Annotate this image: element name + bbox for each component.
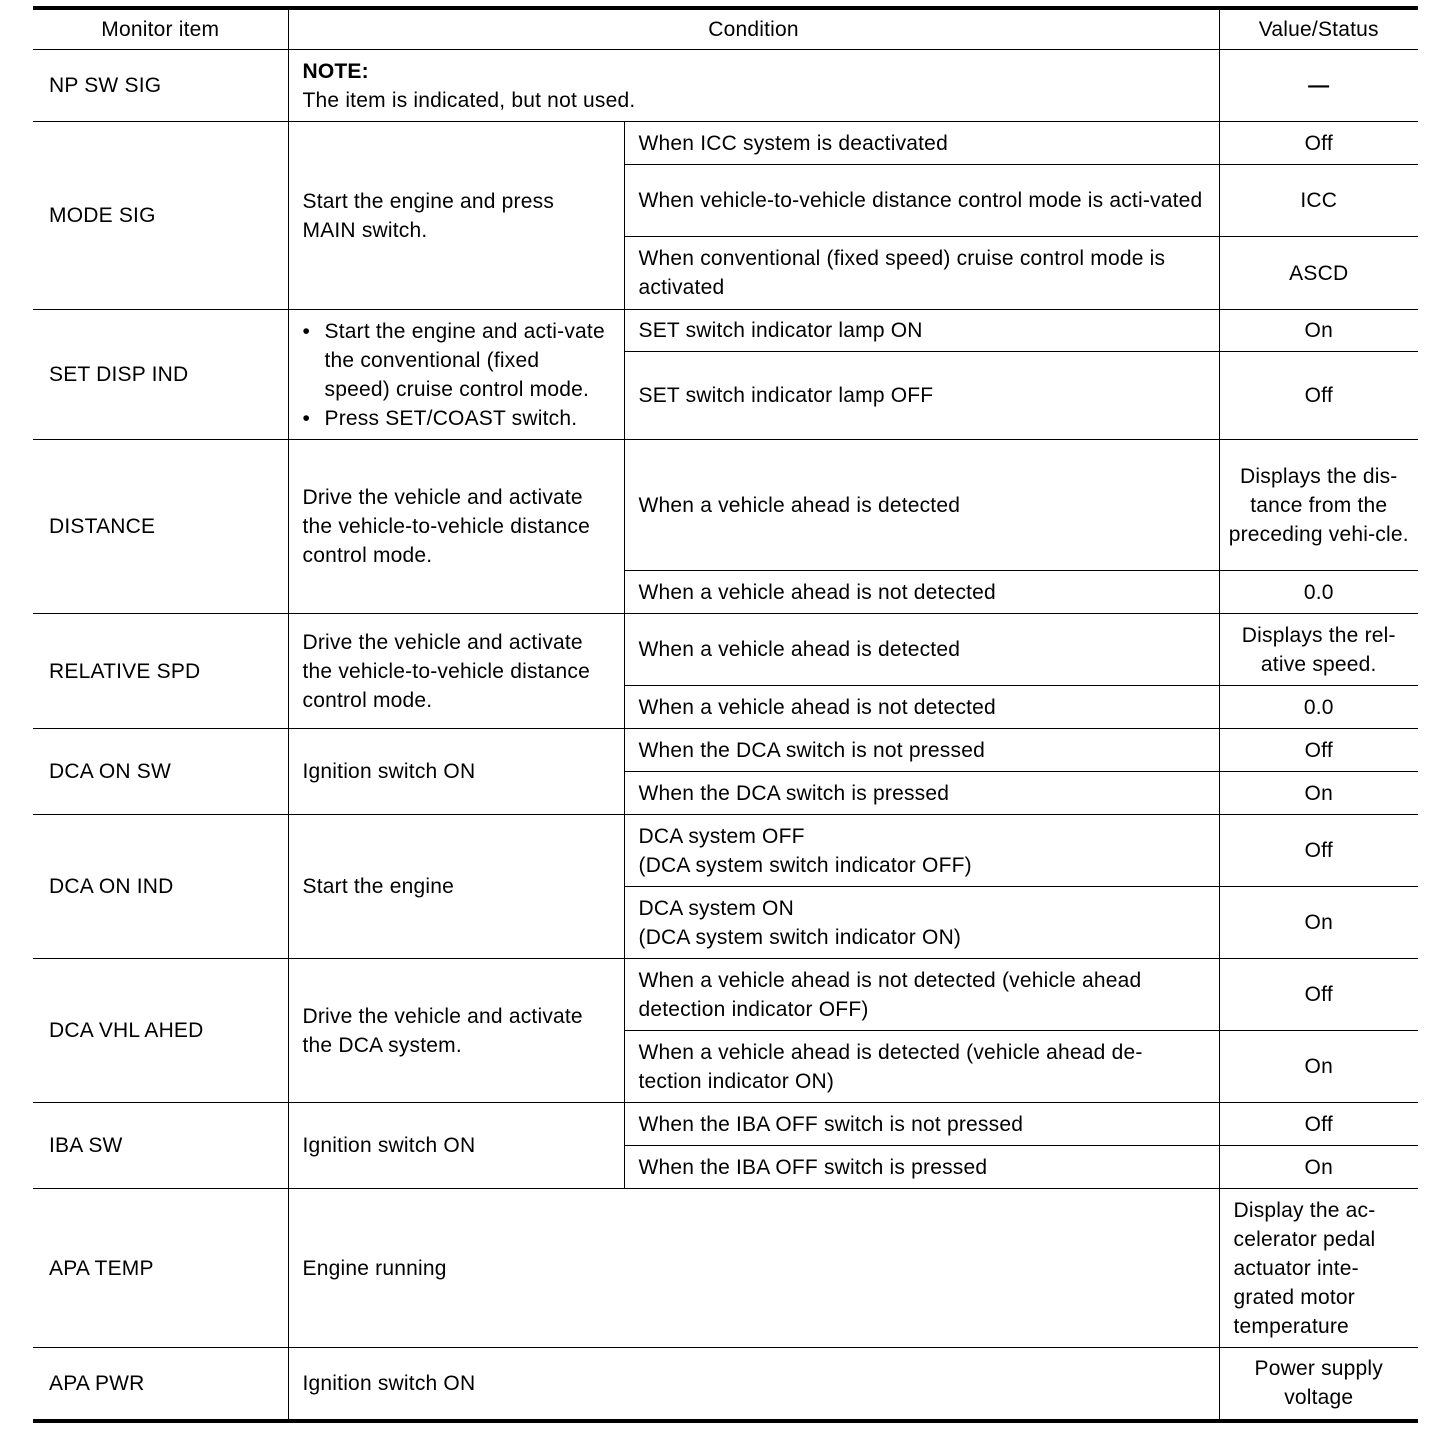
monitor-item-table [33, 6, 1418, 1423]
condition-cell [288, 310, 624, 440]
sub-condition-cell: When the IBA OFF switch is pressed [624, 1146, 1219, 1189]
header-monitor-item: Monitor item [33, 8, 288, 50]
sub-condition-cell [624, 887, 1219, 959]
table-row [33, 729, 1418, 772]
value-cell: Displays the rel-ative speed. [1219, 614, 1418, 686]
value-cell: 0.0 [1219, 686, 1418, 729]
sub-condition-cell: When a vehicle ahead is detected [624, 440, 1219, 571]
monitor-item-cell: RELATIVE SPD [33, 614, 288, 729]
value-cell: On [1219, 772, 1418, 815]
table-header-row [33, 8, 1418, 50]
monitor-item-cell: SET DISP IND [33, 310, 288, 440]
list-item: • Start the engine and acti-vate the conventional (fixed speed) cruise control mode. [301, 317, 610, 404]
sub-condition-line: (DCA system switch indicator OFF) [638, 853, 972, 877]
condition-cell [288, 50, 1219, 122]
sub-condition-cell: When ICC system is deactivated [624, 122, 1219, 165]
value-cell: ASCD [1219, 237, 1418, 310]
table-row [33, 1103, 1418, 1146]
value-cell: Displays the dis-tance from the preceding vehi-cle. [1219, 440, 1418, 571]
condition-cell: Ignition switch ON [288, 1103, 624, 1189]
sub-condition-cell: When a vehicle ahead is not detected [624, 571, 1219, 614]
condition-cell: Drive the vehicle and activate the vehicle-to-vehicle distance control mode. [288, 440, 624, 614]
sub-condition-cell: When a vehicle ahead is detected (vehicle ahead de-tection indicator ON) [624, 1031, 1219, 1103]
header-condition: Condition [288, 8, 1219, 50]
value-cell [1219, 50, 1418, 122]
sub-condition-line: (DCA system switch indicator ON) [638, 925, 962, 949]
table-row [33, 50, 1418, 122]
value-cell: Off [1219, 815, 1418, 887]
sub-condition-cell: When conventional (fixed speed) cruise control mode is activated [624, 237, 1219, 310]
monitor-item-cell: APA PWR [33, 1348, 288, 1421]
sub-condition-cell: When a vehicle ahead is not detected (vehicle ahead detection indicator OFF) [624, 959, 1219, 1031]
value-cell: Power supply voltage [1219, 1348, 1418, 1421]
condition-cell: Engine running [288, 1189, 1219, 1348]
value-cell: ICC [1219, 165, 1418, 237]
value-cell: 0.0 [1219, 571, 1418, 614]
table-row [33, 959, 1418, 1031]
value-cell: Display the ac-celerator pedal actuator inte-grated motor temperature [1219, 1189, 1418, 1348]
monitor-item-cell: MODE SIG [33, 122, 288, 310]
value-cell: On [1219, 887, 1418, 959]
table-row [33, 1189, 1418, 1348]
condition-cell: Start the engine and press MAIN switch. [288, 122, 624, 310]
table-row [33, 122, 1418, 165]
value-cell: Off [1219, 729, 1418, 772]
table-row [33, 1348, 1418, 1421]
value-cell: On [1219, 1146, 1418, 1189]
value-cell: Off [1219, 1103, 1418, 1146]
sub-condition-cell: When vehicle-to-vehicle distance control mode is acti-vated [624, 165, 1219, 237]
sub-condition-line: DCA system OFF [638, 824, 805, 848]
condition-cell: Start the engine [288, 815, 624, 959]
note-label: NOTE: [302, 59, 369, 83]
monitor-item-cell: NP SW SIG [33, 50, 288, 122]
monitor-item-cell: DCA VHL AHED [33, 959, 288, 1103]
sub-condition-cell: When the DCA switch is pressed [624, 772, 1219, 815]
sub-condition-cell: When a vehicle ahead is not detected [624, 686, 1219, 729]
value-cell: Off [1219, 122, 1418, 165]
list-item: • Press SET/COAST switch. [301, 404, 610, 433]
condition-bullet-list [301, 317, 610, 433]
condition-cell: Ignition switch ON [288, 729, 624, 815]
monitor-item-cell: DISTANCE [33, 440, 288, 614]
condition-cell: Ignition switch ON [288, 1348, 1219, 1421]
sub-condition-line: DCA system ON [638, 896, 794, 920]
table-row [33, 614, 1418, 686]
monitor-item-cell: DCA ON SW [33, 729, 288, 815]
sub-condition-cell: When a vehicle ahead is detected [624, 614, 1219, 686]
sub-condition-cell: When the IBA OFF switch is not pressed [624, 1103, 1219, 1146]
value-cell: On [1219, 1031, 1418, 1103]
monitor-item-cell: DCA ON IND [33, 815, 288, 959]
monitor-item-cell: IBA SW [33, 1103, 288, 1189]
sub-condition-cell: When the DCA switch is not pressed [624, 729, 1219, 772]
value-cell: Off [1219, 352, 1418, 440]
sub-condition-cell: SET switch indicator lamp ON [624, 310, 1219, 352]
value-text: — [1308, 74, 1330, 97]
sub-condition-cell [624, 815, 1219, 887]
sub-condition-cell: SET switch indicator lamp OFF [624, 352, 1219, 440]
table-row [33, 440, 1418, 571]
note-text: The item is indicated, but not used. [302, 88, 636, 112]
condition-cell: Drive the vehicle and activate the DCA system. [288, 959, 624, 1103]
table-row [33, 815, 1418, 887]
table-row [33, 310, 1418, 352]
monitor-item-cell: APA TEMP [33, 1189, 288, 1348]
condition-cell: Drive the vehicle and activate the vehicle-to-vehicle distance control mode. [288, 614, 624, 729]
header-value-status: Value/Status [1219, 8, 1418, 50]
value-cell: Off [1219, 959, 1418, 1031]
value-cell: On [1219, 310, 1418, 352]
